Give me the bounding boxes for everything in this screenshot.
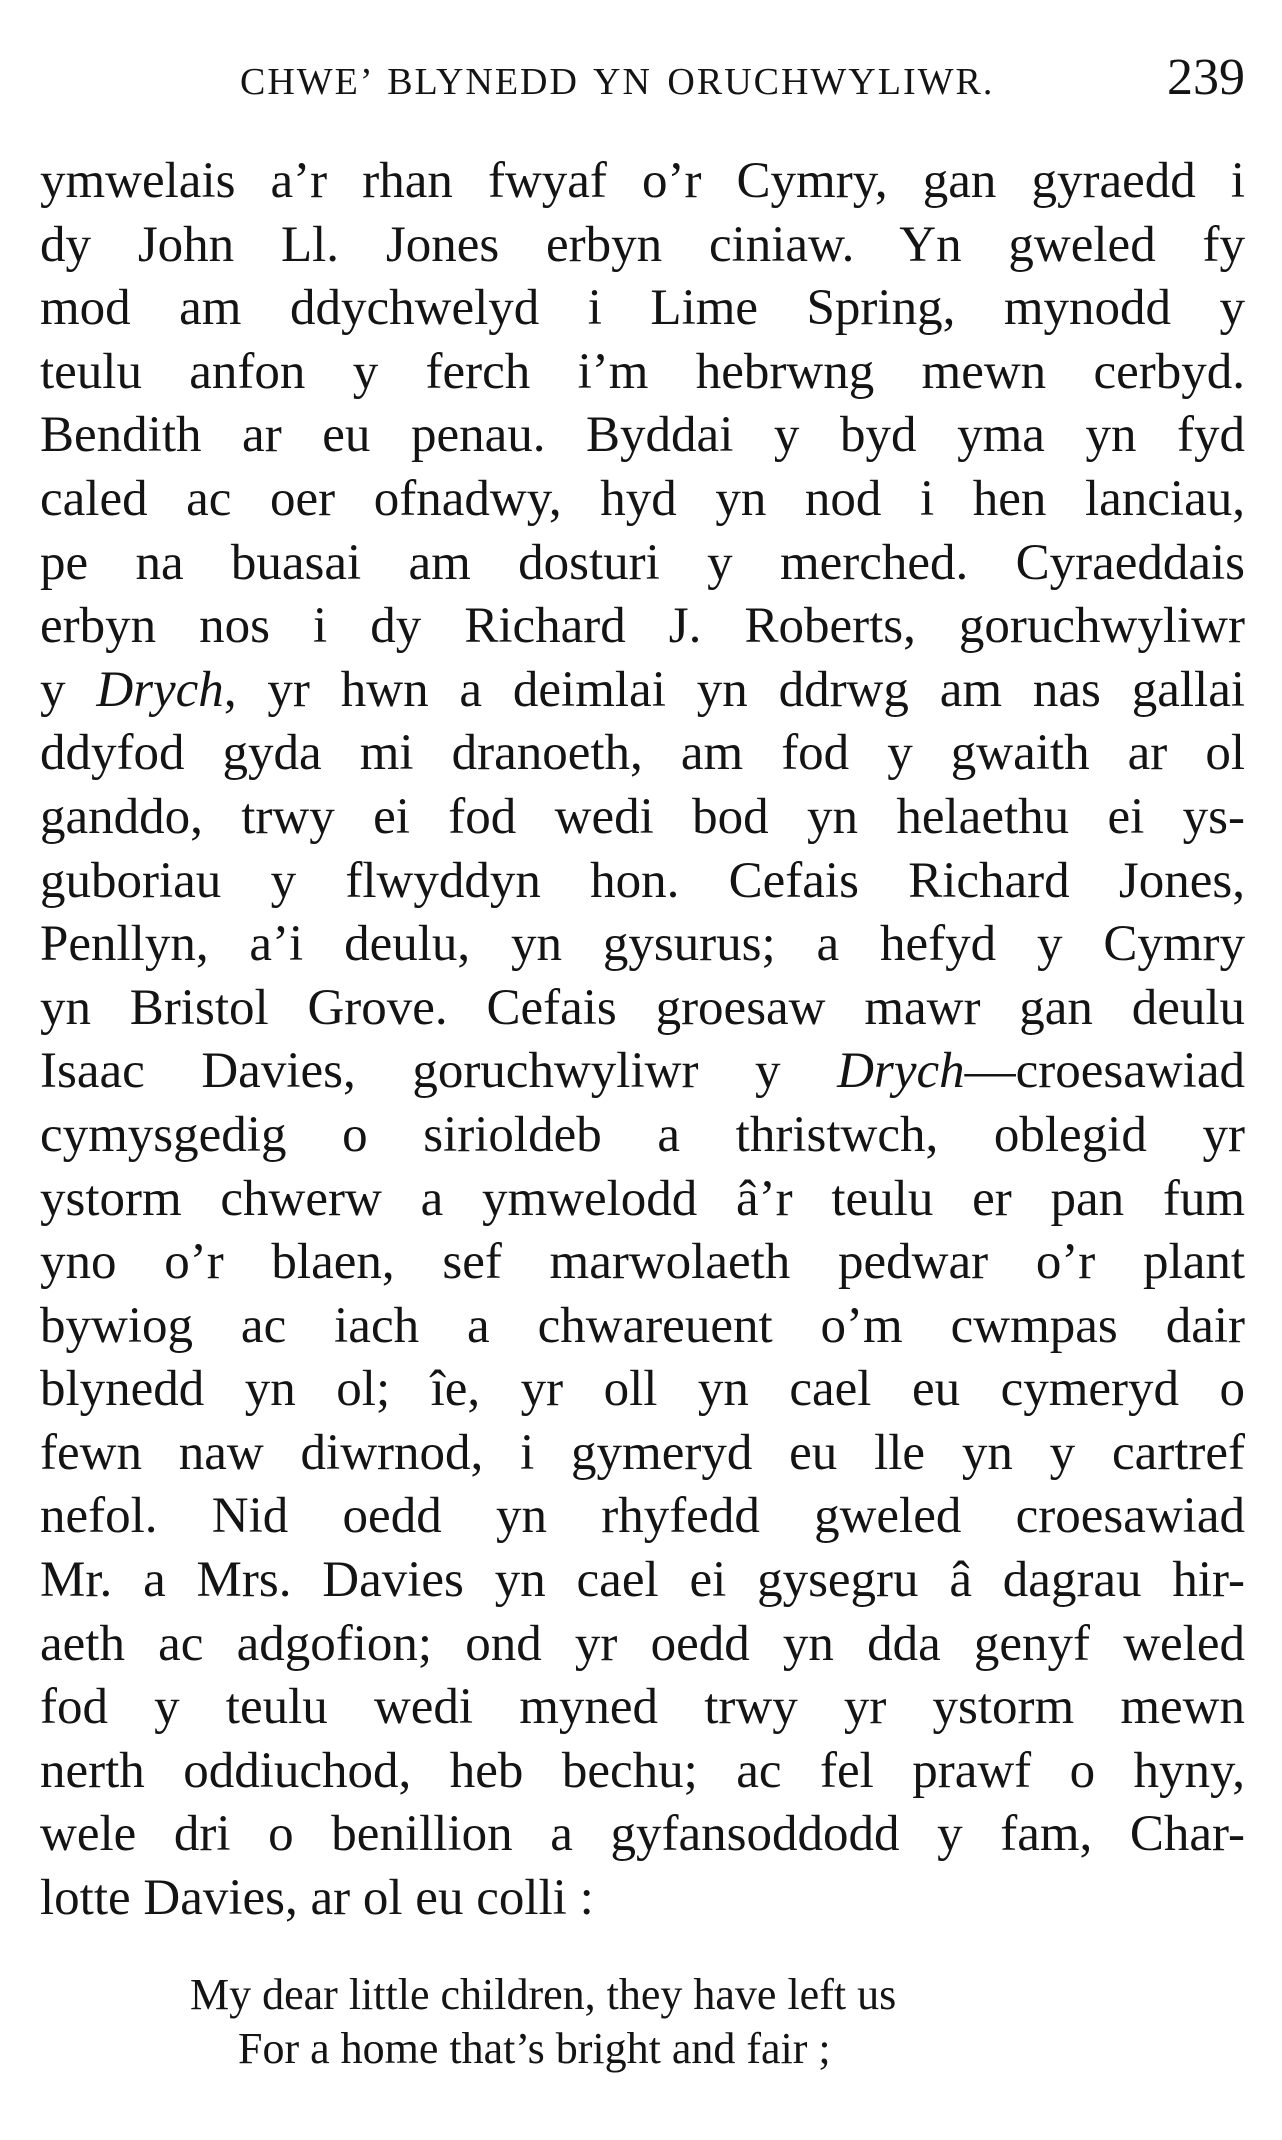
text-line: aeth ac adgofion; ond yr oedd yn dda genyf weled	[40, 1615, 1245, 1672]
page-number: 239	[1167, 49, 1245, 106]
text-line: yno o’r blaen, sef marwolaeth pedwar o’r plant	[40, 1234, 1245, 1291]
text-line: Mr. a Mrs. Davies yn cael ei gysegru â dagrau hir-	[40, 1552, 1245, 1609]
text-line: nerth oddiuchod, heb bechu; ac fel prawf o hyny,	[40, 1742, 1245, 1799]
text-line: y Drych, yr hwn a deimlai yn ddrwg am nas gallai	[40, 661, 1245, 718]
body-text	[40, 150, 1245, 1931]
verse-line: For a home that’s bright and fair ;	[238, 2024, 831, 2073]
text-line: blynedd yn ol; îe, yr oll yn cael eu cymeryd o	[40, 1361, 1245, 1418]
text-line: lotte Davies, ar ol eu colli :	[40, 1870, 594, 1927]
running-header	[40, 48, 1245, 118]
running-title: CHWE’ BLYNEDD YN ORUCHWYLIWR.	[240, 61, 995, 103]
text-line: Isaac Davies, goruchwyliwr y Drych—croesawiad	[40, 1043, 1245, 1100]
periodical-title: Drych	[837, 1043, 965, 1100]
text-line: ystorm chwerw a ymwelodd â’r teulu er pan fum	[40, 1170, 1245, 1227]
text-line: Bendith ar eu penau. Byddai y byd yma yn fyd	[40, 407, 1245, 464]
text-line: mod am ddychwelyd i Lime Spring, mynodd y	[40, 280, 1245, 337]
text-line: teulu anfon y ferch i’m hebrwng mewn cerbyd.	[40, 343, 1245, 400]
text-line: ymwelais a’r rhan fwyaf o’r Cymry, gan gyraedd i	[40, 153, 1245, 209]
text-line: cymysgedig o sirioldeb a thristwch, oblegid yr	[40, 1106, 1245, 1163]
text-line: nefol. Nid oedd yn rhyfedd gweled croesawiad	[40, 1488, 1245, 1545]
text-line: caled ac oer ofnadwy, hyd yn nod i hen lanciau,	[40, 470, 1245, 527]
text-line: fewn naw diwrnod, i gymeryd eu lle yn y cartref	[40, 1424, 1245, 1481]
text-line: pe na buasai am dosturi y merched. Cyraeddais	[40, 534, 1245, 591]
text-line: yn Bristol Grove. Cefais groesaw mawr gan deulu	[40, 979, 1245, 1036]
text-line: ganddo, trwy ei fod wedi bod yn helaethu ei ys-	[40, 788, 1245, 845]
text-line: Penllyn, a’i deulu, yn gysurus; a hefyd y Cymry	[40, 916, 1245, 973]
text-line: ddyfod gyda mi dranoeth, am fod y gwaith ar ol	[40, 725, 1245, 782]
verse-quote	[190, 1968, 1190, 2076]
text-line: wele dri o benillion a gyfansoddodd y fam, Char-	[40, 1806, 1245, 1863]
text-line: erbyn nos i dy Richard J. Roberts, goruchwyliwr	[40, 598, 1245, 655]
text-line: guboriau y flwyddyn hon. Cefais Richard Jones,	[40, 852, 1245, 909]
text-line: fod y teulu wedi myned trwy yr ystorm mewn	[40, 1679, 1245, 1736]
periodical-title: Drych	[96, 661, 224, 718]
text-line: dy John Ll. Jones erbyn ciniaw. Yn gweled fy	[40, 216, 1245, 273]
text-line: bywiog ac iach a chwareuent o’m cwmpas dair	[40, 1297, 1245, 1354]
verse-line: My dear little children, they have left us	[190, 1970, 897, 2019]
